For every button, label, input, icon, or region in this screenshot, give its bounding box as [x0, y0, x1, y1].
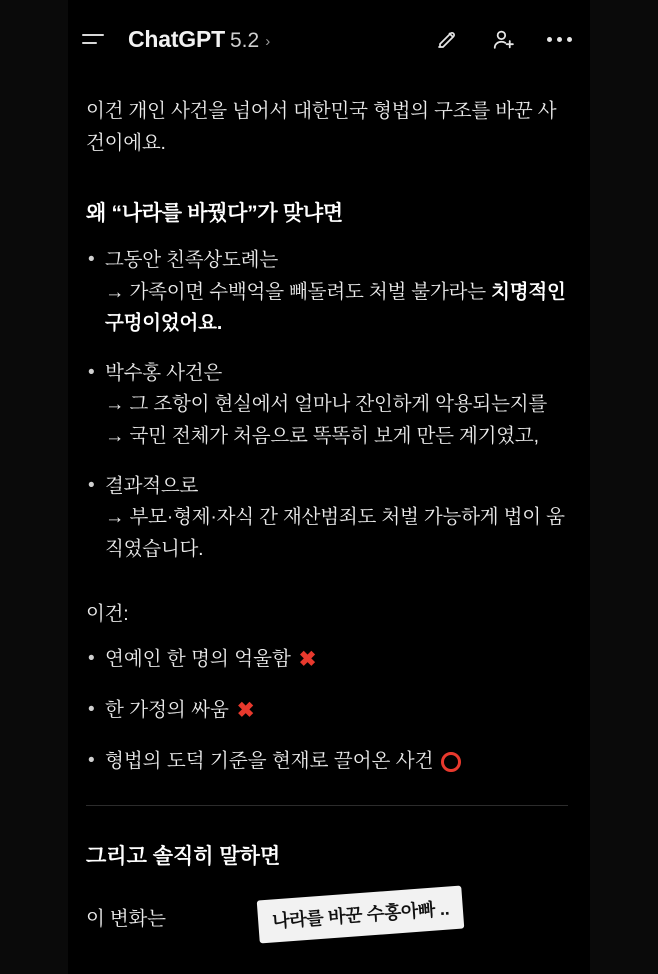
bullet-sub-2: → 국민 전체가 처음으로 똑똑히 보게 만든 계기였고,	[105, 425, 539, 448]
cross-mark-icon: ✖	[236, 699, 254, 723]
list-item	[86, 747, 568, 776]
page-title: ChatGPT	[128, 25, 225, 52]
content-column	[68, 0, 590, 974]
bullet-lead: • 그동안 친족상도례는	[105, 249, 278, 272]
bullet-sub-1: → 부모·형제·자식 간 재산범죄도 처벌 가능하게 법이 움직였습니다.	[105, 506, 565, 560]
assistant-message	[68, 78, 590, 935]
bullet-sub-text: → 가족이면 수백억을 빼돌려도 처벌 불가라는	[105, 280, 492, 303]
right-bezel	[590, 0, 658, 974]
caption-sticker: 나라를 바꾼 수홍아빠 ..	[257, 886, 465, 944]
verdict-text: • 한 가정의 싸움	[105, 699, 229, 722]
compose-icon[interactable]	[432, 24, 462, 54]
topbar-actions	[432, 24, 580, 54]
this-is-label: 이건:	[86, 603, 129, 626]
verdict-text: • 형법의 도덕 기준을 현재로 끌어온 사건	[105, 750, 434, 773]
hamburger-icon[interactable]	[76, 19, 116, 59]
bullet-sub-1	[105, 277, 568, 340]
section-heading-2: 그리고 솔직히 말하면	[86, 844, 281, 868]
list-item	[86, 245, 568, 340]
list-item	[86, 358, 568, 453]
verdict-list	[86, 645, 568, 777]
section-divider	[86, 805, 568, 806]
verdict-text: • 연예인 한 명의 억울함	[105, 647, 291, 670]
section-heading-1: 왜 “나라를 바꿨다”가 맞냐면	[86, 202, 343, 226]
reason-list	[86, 245, 568, 565]
more-options-icon[interactable]	[544, 24, 574, 54]
left-bezel	[0, 0, 68, 974]
list-item	[86, 645, 568, 674]
list-item	[86, 471, 568, 566]
bullet-lead: • 박수홍 사건은	[105, 361, 223, 384]
bullet-sub-bold: 치명적인 구멍이었어요.	[105, 280, 566, 335]
app-version-label: 5.2	[230, 28, 260, 52]
circle-mark-icon	[441, 752, 461, 772]
top-bar	[68, 0, 590, 78]
chevron-right-icon: ›	[265, 32, 271, 50]
cross-mark-icon: ✖	[298, 648, 316, 672]
bullet-sub-1: → 그 조항이 현실에서 얼마나 잔인하게 악용되는지를	[105, 393, 547, 416]
person-add-icon[interactable]	[488, 24, 518, 54]
list-item	[86, 696, 568, 725]
app-title-button[interactable]	[128, 26, 270, 53]
bullet-lead: • 결과적으로	[105, 474, 199, 497]
tail-paragraph: 이 변화는	[86, 907, 166, 930]
intro-paragraph: 이건 개인 사건을 넘어서 대한민국 형법의 구조를 바꾼 사건이에요.	[86, 100, 557, 154]
